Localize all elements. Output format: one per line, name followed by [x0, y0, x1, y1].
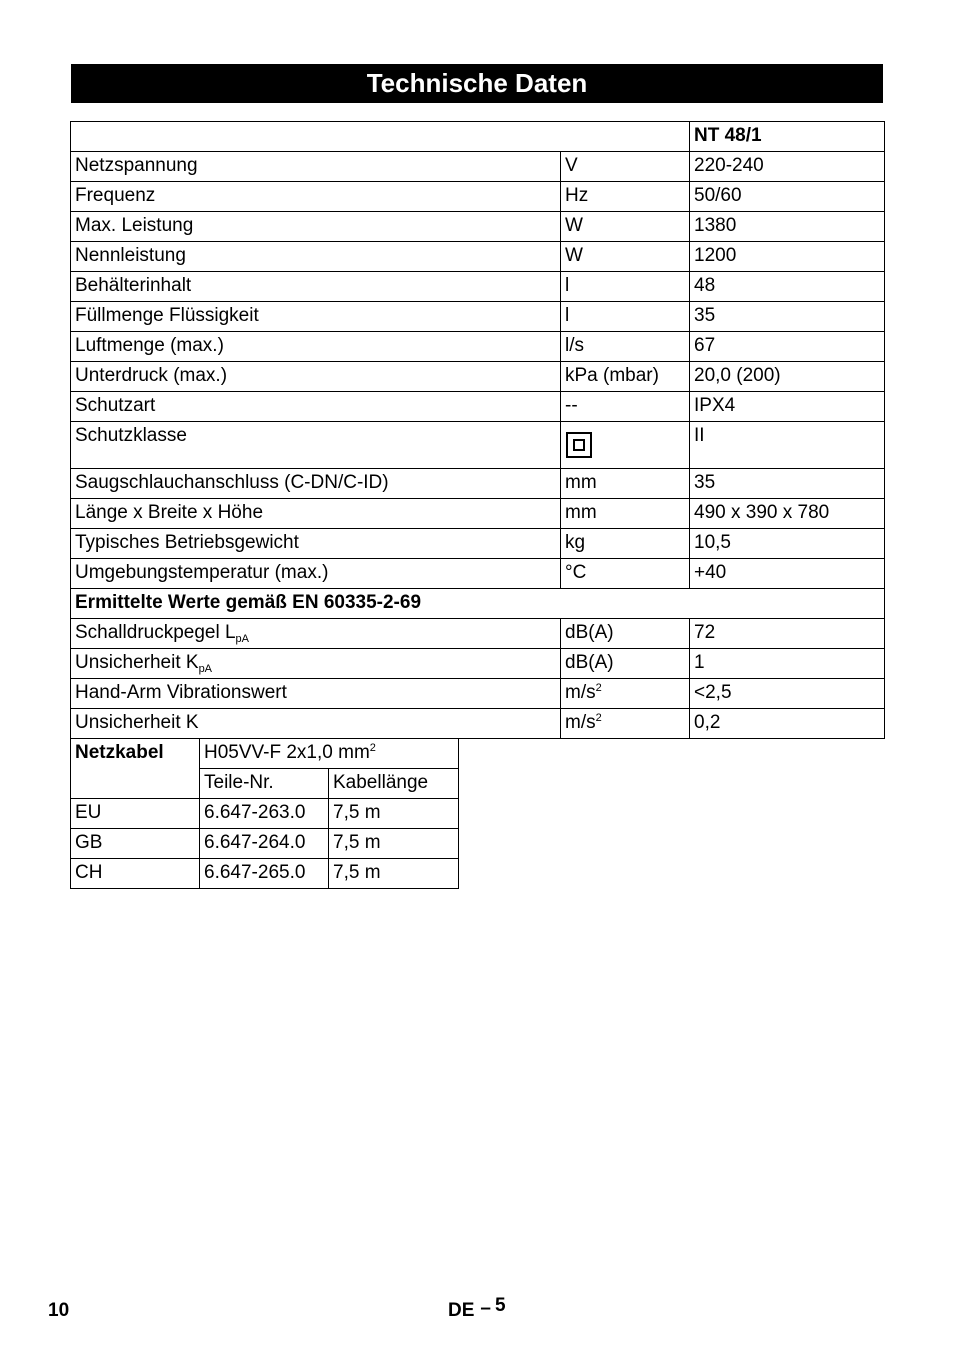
- spec-label: Saugschlauchanschluss (C-DN/C-ID): [71, 469, 561, 499]
- col-length-header: Kabellänge: [329, 769, 459, 799]
- label-subscript: pA: [235, 633, 250, 645]
- cable-part-number: 6.647-265.0: [200, 859, 329, 889]
- spec-value: 48: [690, 272, 885, 302]
- page-number: 10: [48, 1300, 70, 1321]
- section-heading-row: [71, 589, 885, 619]
- measured-value: <2,5: [690, 679, 885, 709]
- spec-label: Füllmenge Flüssigkeit: [71, 302, 561, 332]
- spec-unit: W: [561, 242, 690, 272]
- spec-unit: kg: [561, 529, 690, 559]
- measured-value: 1: [690, 649, 885, 679]
- spec-unit: mm: [561, 499, 690, 529]
- section-page: 5: [494, 1295, 506, 1316]
- spec-unit: l: [561, 272, 690, 302]
- unit-superscript: 2: [595, 682, 602, 694]
- spec-row: [71, 529, 885, 559]
- spec-unit: l/s: [561, 332, 690, 362]
- spec-label: Länge x Breite x Höhe: [71, 499, 561, 529]
- spec-unit: --: [561, 392, 690, 422]
- spec-label: Behälterinhalt: [71, 272, 561, 302]
- measured-value: 0,2: [690, 709, 885, 739]
- cable-table: [70, 738, 459, 889]
- cable-length: 7,5 m: [329, 859, 459, 889]
- spec-unit: mm: [561, 469, 690, 499]
- spec-row: [71, 272, 885, 302]
- spec-value: 35: [690, 302, 885, 332]
- spec-value: 1200: [690, 242, 885, 272]
- spec-label: Schutzart: [71, 392, 561, 422]
- spec-row: [71, 242, 885, 272]
- spec-value: 67: [690, 332, 885, 362]
- cable-header-row: [71, 739, 459, 769]
- measured-row: [71, 679, 885, 709]
- measured-row: [71, 619, 885, 649]
- spec-unit: W: [561, 212, 690, 242]
- spec-row: [71, 392, 885, 422]
- spec-value: 50/60: [690, 182, 885, 212]
- measured-row: [71, 649, 885, 679]
- spec-row: [71, 362, 885, 392]
- measured-label: Unsicherheit K: [71, 709, 561, 739]
- spec-label: Unterdruck (max.): [71, 362, 561, 392]
- cable-heading: Netzkabel: [71, 739, 200, 799]
- spec-value: 490 x 390 x 780: [690, 499, 885, 529]
- spec-label: Typisches Betriebsgewicht: [71, 529, 561, 559]
- protection-class-ii-icon: [566, 432, 592, 458]
- spec-row: [71, 182, 885, 212]
- spec-label: Umgebungstemperatur (max.): [71, 559, 561, 589]
- cable-row: [71, 859, 459, 889]
- cable-part-number: 6.647-263.0: [200, 799, 329, 829]
- measured-row: [71, 709, 885, 739]
- spec-value: 1380: [690, 212, 885, 242]
- spec-unit: V: [561, 152, 690, 182]
- spec-unit: l: [561, 302, 690, 332]
- spec-row: [71, 152, 885, 182]
- cable-region: EU: [71, 799, 200, 829]
- spec-label: Max. Leistung: [71, 212, 561, 242]
- spec-label: Nennleistung: [71, 242, 561, 272]
- measured-unit: dB(A): [561, 619, 690, 649]
- col-part-header: Teile-Nr.: [200, 769, 329, 799]
- label-subscript: pA: [198, 663, 213, 675]
- cable-type: H05VV-F 2x1,0 $mm^2$: [200, 739, 459, 769]
- measured-value: 72: [690, 619, 885, 649]
- spec-label: Frequenz: [71, 182, 561, 212]
- spec-value: 35: [690, 469, 885, 499]
- spec-value: 20,0 (200): [690, 362, 885, 392]
- spec-header-row: [71, 122, 885, 152]
- page-dash: –: [480, 1298, 491, 1319]
- spec-value: 220-240: [690, 152, 885, 182]
- spec-table: [70, 121, 885, 739]
- spec-row: [71, 559, 885, 589]
- model-name: NT 48/1: [690, 122, 885, 152]
- spec-row: [71, 212, 885, 242]
- language-code: DE: [448, 1300, 475, 1321]
- spec-row: [71, 499, 885, 529]
- measured-unit: $m/s^2$: [561, 679, 690, 709]
- cable-row: [71, 829, 459, 859]
- cable-length: 7,5 m: [329, 829, 459, 859]
- spec-unit: [561, 422, 690, 469]
- spec-unit: kPa (mbar): [561, 362, 690, 392]
- spec-row: [71, 422, 885, 469]
- spec-header-blank: [71, 122, 690, 152]
- spec-label: Luftmenge (max.): [71, 332, 561, 362]
- spec-row: [71, 302, 885, 332]
- cable-region: CH: [71, 859, 200, 889]
- measured-label: Hand-Arm Vibrationswert: [71, 679, 561, 709]
- spec-value: 10,5: [690, 529, 885, 559]
- spec-unit: °C: [561, 559, 690, 589]
- spec-value: IPX4: [690, 392, 885, 422]
- spec-value: +40: [690, 559, 885, 589]
- measured-unit: $m/s^2$: [561, 709, 690, 739]
- cable-length: 7,5 m: [329, 799, 459, 829]
- cable-region: GB: [71, 829, 200, 859]
- spec-row: [71, 469, 885, 499]
- measured-label: Unsicherheit $K_{pA}$: [71, 649, 561, 679]
- spec-unit: Hz: [561, 182, 690, 212]
- page-title: Technische Daten: [71, 64, 883, 103]
- measured-label: Schalldruckpegel $L_{pA}$: [71, 619, 561, 649]
- unit-superscript: 2: [595, 712, 602, 724]
- cable-type-sup: 2: [369, 742, 376, 754]
- spec-value: II: [690, 422, 885, 469]
- cable-part-number: 6.647-264.0: [200, 829, 329, 859]
- measured-unit: dB(A): [561, 649, 690, 679]
- cable-row: [71, 799, 459, 829]
- spec-label: Schutzklasse: [71, 422, 561, 469]
- spec-label: Netzspannung: [71, 152, 561, 182]
- spec-row: [71, 332, 885, 362]
- section-heading: Ermittelte Werte gemäß EN 60335-2-69: [71, 589, 885, 619]
- section-page-label: [448, 1295, 506, 1321]
